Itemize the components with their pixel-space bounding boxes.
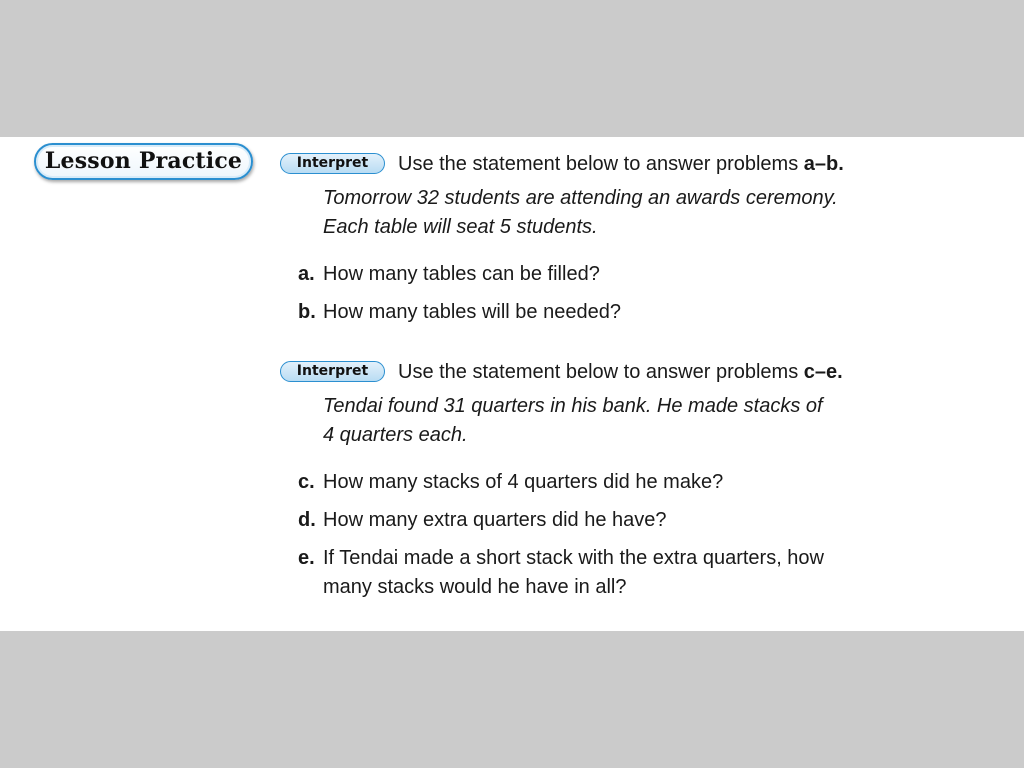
- section-1-statement: [323, 184, 913, 242]
- problem-text: [323, 298, 913, 327]
- problem-line: How many tables can be filled?: [323, 263, 600, 285]
- problem-letter: e.: [298, 547, 315, 569]
- problem-letter: c.: [298, 471, 315, 493]
- problem-text: [323, 468, 913, 497]
- section-1-intro-range: a–b.: [803, 153, 844, 175]
- problem-letter: a.: [298, 263, 315, 285]
- interpret-tag-2: Interpret: [280, 361, 385, 382]
- statement-line: Each table will seat 5 students.: [323, 216, 598, 238]
- statement-line: Tomorrow 32 students are attending an awards ceremony.: [323, 187, 838, 209]
- problem-line: many stacks would he have in all?: [323, 576, 627, 598]
- top-gray-band: [0, 0, 1024, 137]
- section-2-intro-text: Use the statement below to answer problems: [398, 361, 799, 383]
- section-1-intro: [398, 152, 844, 176]
- problem-line: If Tendai made a short stack with the extra quarters, how: [323, 547, 824, 569]
- problem-line: How many stacks of 4 quarters did he make?: [323, 471, 724, 493]
- problem-letter: d.: [298, 509, 316, 531]
- lesson-practice-badge: Lesson Practice: [34, 143, 253, 180]
- section-2-statement: [323, 392, 913, 450]
- problem-letter: b.: [298, 301, 316, 323]
- statement-line: Tendai found 31 quarters in his bank. He made stacks of: [323, 395, 823, 417]
- problem-text: [323, 506, 913, 535]
- section-2-intro: [398, 360, 843, 384]
- section-1-intro-text: Use the statement below to answer problems: [398, 153, 799, 175]
- lesson-practice-page: [0, 137, 1024, 631]
- statement-line: 4 quarters each.: [323, 424, 468, 446]
- bottom-gray-band: [0, 631, 1024, 768]
- problem-text: [323, 260, 913, 289]
- interpret-tag-1: Interpret: [280, 153, 385, 174]
- section-2-intro-range: c–e.: [803, 361, 843, 383]
- problem-text: [323, 544, 913, 602]
- problem-line: How many extra quarters did he have?: [323, 509, 667, 531]
- problem-line: How many tables will be needed?: [323, 301, 621, 323]
